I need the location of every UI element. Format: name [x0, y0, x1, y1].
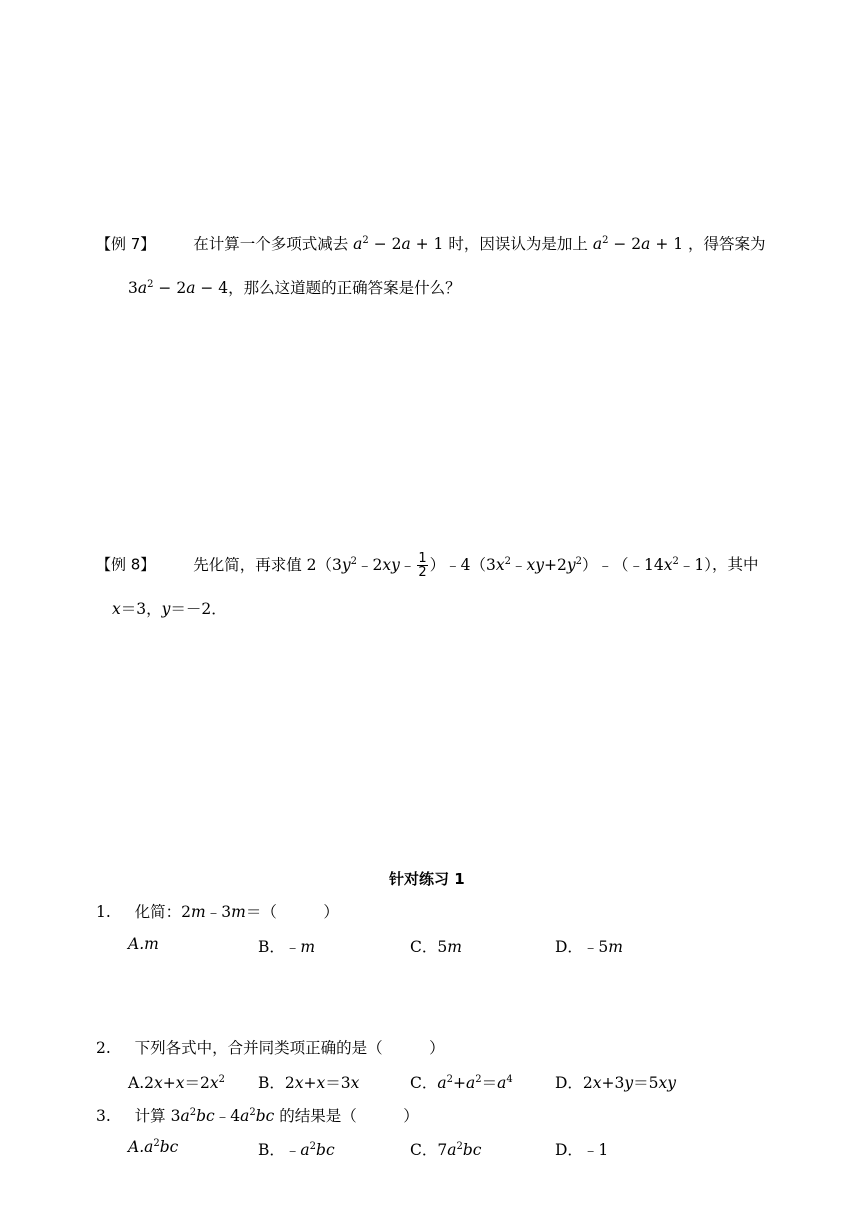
- example-7-text-c: ，得答案为: [688, 235, 766, 253]
- question-1-option-d: D．﹣5m: [555, 938, 623, 956]
- question-1-number: 1.: [96, 903, 111, 921]
- fraction-one-half: $\frac{1}{2}$: [418, 551, 427, 580]
- question-2-text: 下列各式中，合并同类项正确的是（ ）: [134, 1039, 445, 1057]
- example-7-tag: 【例 7】: [96, 235, 156, 253]
- question-3-option-d: D．﹣1: [555, 1141, 609, 1159]
- question-3-option-a: $A.a^2bc$: [128, 1138, 179, 1156]
- example-8-line-2: x＝3，y＝－2．: [112, 600, 227, 618]
- question-3-stem: [96, 1104, 419, 1126]
- question-2-option-d: D．2x+3y＝5xy: [555, 1074, 677, 1092]
- question-1-option-b: B．﹣m: [258, 938, 316, 956]
- example-7-answer-expr: $3a^2 - 2a - 4$: [128, 279, 229, 297]
- question-2-option-b: B．2x+x＝3x: [258, 1074, 360, 1092]
- practice-title: 针对练习 1: [389, 870, 465, 888]
- question-2-option-a: $A.2x+x=2x^2$: [128, 1074, 225, 1092]
- example-7-expr-1: $a^2 - 2a + 1$: [353, 235, 444, 253]
- example-7-line-2: [128, 276, 461, 298]
- question-3-text: 计算 $3a^2bc﹣4a^2bc$ 的结果是（ ）: [134, 1107, 419, 1125]
- question-3-number: 3.: [96, 1107, 111, 1125]
- question-1-text: 化简：2m﹣3m＝（ ）: [134, 903, 339, 921]
- example-8-tail: ，其中: [712, 555, 759, 574]
- question-1-option-a: A.m: [128, 935, 159, 953]
- example-7-question: ，那么这道题的正确答案是什么？: [228, 279, 461, 297]
- question-2-option-c: C．$a^2+a^2=a^4$: [410, 1074, 513, 1092]
- example-8-expression: 先化简，再求值 $2(3y^2﹣2xy﹣$ $\frac{1}{2}$ ）$﹣4(3x^2﹣xy+2y^2)﹣(﹣14x^2﹣1)$: [193, 551, 713, 580]
- question-3-option-b: B．$﹣a^2bc$: [258, 1141, 335, 1159]
- question-2-number: 2.: [96, 1039, 111, 1057]
- question-1-stem: [96, 900, 339, 922]
- question-1-option-c: C．5m: [410, 938, 462, 956]
- example-8-tag: 【例 8】: [96, 555, 156, 574]
- example-7-line-1: [96, 232, 766, 254]
- example-7-expr-2: $a^2 - 2a + 1$: [592, 235, 684, 253]
- example-8-line-1: [96, 552, 759, 579]
- question-3-option-c: C．$7a^2bc$: [410, 1141, 482, 1159]
- question-2-stem: [96, 1036, 445, 1058]
- example-7-text-a: 在计算一个多项式减去: [193, 235, 349, 253]
- example-7-text-b: 时，因误认为是加上: [448, 235, 588, 253]
